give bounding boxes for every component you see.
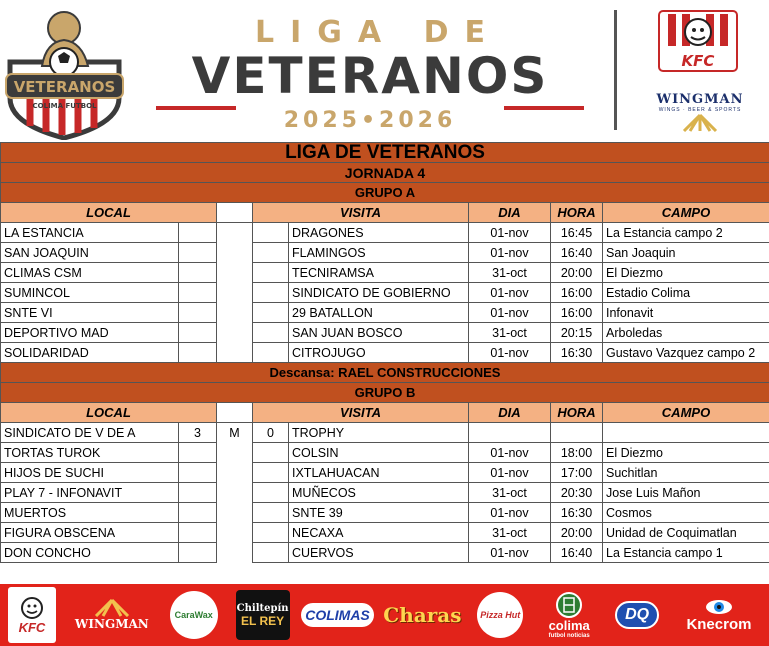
local-team-cell: SNTE VI [1, 303, 179, 323]
date-cell [469, 423, 551, 443]
field-cell: Cosmos [603, 503, 769, 523]
visit-goals-cell [253, 503, 289, 523]
table-row [1, 483, 769, 503]
eye-icon [704, 598, 734, 616]
local-goals-cell [179, 443, 217, 463]
jornada-label: JORNADA 4 [1, 163, 769, 183]
match-status-cell [217, 523, 253, 543]
match-status-cell [217, 343, 253, 363]
field-cell: Infonavit [603, 303, 769, 323]
visit-team-cell: DRAGONES [289, 223, 469, 243]
field-cell: El Diezmo [603, 443, 769, 463]
sponsor-carawax-text: CaraWax [170, 591, 218, 639]
local-goals-cell [179, 243, 217, 263]
sponsor-chiltepin-text: Chiltepín [236, 602, 289, 614]
sponsor-knecrom [677, 587, 761, 643]
soccer-field-icon [556, 592, 582, 618]
col-dia: DIA [469, 203, 551, 223]
page-header [0, 0, 769, 142]
veteranos-logo [2, 2, 127, 140]
time-cell: 16:45 [551, 223, 603, 243]
time-cell: 16:30 [551, 343, 603, 363]
visit-goals-cell [253, 543, 289, 563]
sponsor-wingman [72, 587, 152, 643]
date-cell: 31-oct [469, 323, 551, 343]
time-cell [551, 423, 603, 443]
visit-team-cell: TECNIRAMSA [289, 263, 469, 283]
visit-team-cell: 29 BATALLON [289, 303, 469, 323]
match-status-cell [217, 263, 253, 283]
sponsor-dq [613, 587, 661, 643]
match-status-cell [217, 283, 253, 303]
local-team-cell: SOLIDARIDAD [1, 343, 179, 363]
local-team-cell: DEPORTIVO MAD [1, 323, 179, 343]
match-status-cell [217, 303, 253, 323]
visit-team-cell: TROPHY [289, 423, 469, 443]
sponsor-kfc-text: KFC [18, 619, 46, 635]
field-cell: El Diezmo [603, 263, 769, 283]
match-status-cell [217, 543, 253, 563]
table-row [1, 343, 769, 363]
sponsor-chiltepin-sub: EL REY [241, 613, 285, 628]
kfc-colonel-icon [19, 596, 45, 620]
logo-subtitle: COLIMA FUTBOL [32, 102, 97, 110]
season-text: 2025•2026 [283, 108, 457, 133]
local-goals-cell [179, 543, 217, 563]
time-cell: 17:00 [551, 463, 603, 483]
local-goals-cell [179, 523, 217, 543]
field-cell: La Estancia campo 2 [603, 223, 769, 243]
local-goals-cell [179, 283, 217, 303]
local-team-cell: SINDICATO DE V DE A [1, 423, 179, 443]
local-goals-cell [179, 223, 217, 243]
local-goals-cell [179, 483, 217, 503]
field-cell: Suchitlan [603, 463, 769, 483]
local-team-cell: PLAY 7 - INFONAVIT [1, 483, 179, 503]
wingman-logo-sub: WINGS · BEER & SPORTS [658, 107, 742, 113]
time-cell: 16:00 [551, 283, 603, 303]
title-block [150, 8, 590, 133]
sponsor-colima [541, 587, 597, 643]
date-cell: 01-nov [469, 463, 551, 483]
col-local: LOCAL [1, 203, 217, 223]
table-row [1, 423, 769, 443]
visit-team-cell: CUERVOS [289, 543, 469, 563]
table-row [1, 243, 769, 263]
visit-goals-cell [253, 243, 289, 263]
visit-goals-cell [253, 343, 289, 363]
match-status-cell [217, 223, 253, 243]
local-team-cell: SUMINCOL [1, 283, 179, 303]
sponsor-charas-text: Charas [383, 603, 462, 627]
field-cell [603, 423, 769, 443]
col-local: LOCAL [1, 403, 217, 423]
local-team-cell: LA ESTANCIA [1, 223, 179, 243]
table-row [1, 283, 769, 303]
table-title: LIGA DE VETERANOS [1, 143, 769, 163]
local-team-cell: CLIMAS CSM [1, 263, 179, 283]
visit-goals-cell [253, 523, 289, 543]
table-row [1, 443, 769, 463]
table-row [1, 223, 769, 243]
visit-team-cell: CITROJUGO [289, 343, 469, 363]
field-cell: Gustavo Vazquez campo 2 [603, 343, 769, 363]
local-goals-cell [179, 503, 217, 523]
header-divider [614, 10, 617, 130]
local-goals-cell [179, 463, 217, 483]
sponsor-dq-text: DQ [615, 601, 659, 629]
table-row [1, 543, 769, 563]
date-cell: 01-nov [469, 503, 551, 523]
group-b-label: GRUPO B [1, 383, 769, 403]
match-status-cell [217, 323, 253, 343]
visit-goals-cell [253, 323, 289, 343]
time-cell: 16:30 [551, 503, 603, 523]
visit-goals-cell [253, 223, 289, 243]
season-row [150, 102, 590, 133]
visit-goals-cell [253, 483, 289, 503]
visit-team-cell: SNTE 39 [289, 503, 469, 523]
table-row [1, 303, 769, 323]
date-cell: 01-nov [469, 303, 551, 323]
local-goals-cell [179, 263, 217, 283]
wingman-wings-icon [678, 113, 722, 133]
title-row [1, 143, 769, 163]
col-spacer [217, 203, 253, 223]
local-goals-cell: 3 [179, 423, 217, 443]
visit-goals-cell [253, 263, 289, 283]
field-cell: Unidad de Coquimatlan [603, 523, 769, 543]
group-b-column-headers [1, 403, 769, 423]
veteranos-heading: VETERANOS [191, 47, 549, 105]
sponsor-colimas [306, 587, 370, 643]
field-cell: San Joaquin [603, 243, 769, 263]
group-a-label: GRUPO A [1, 183, 769, 203]
time-cell: 16:00 [551, 303, 603, 323]
local-goals-cell [179, 343, 217, 363]
visit-goals-cell [253, 303, 289, 323]
visit-team-cell: NECAXA [289, 523, 469, 543]
visit-goals-cell [253, 463, 289, 483]
field-cell: Jose Luis Mañon [603, 483, 769, 503]
match-status-cell: M [217, 423, 253, 443]
date-cell: 01-nov [469, 223, 551, 243]
local-team-cell: TORTAS TUROK [1, 443, 179, 463]
wingman-logo-text: WINGMAN [656, 92, 744, 107]
visit-team-cell: MUÑECOS [289, 483, 469, 503]
visit-team-cell: SAN JUAN BOSCO [289, 323, 469, 343]
time-cell: 16:40 [551, 243, 603, 263]
time-cell: 20:15 [551, 323, 603, 343]
table-row [1, 503, 769, 523]
date-cell: 31-oct [469, 483, 551, 503]
date-cell: 01-nov [469, 343, 551, 363]
col-visita: VISITA [253, 403, 469, 423]
local-team-cell: MUERTOS [1, 503, 179, 523]
time-cell: 20:00 [551, 523, 603, 543]
local-goals-cell [179, 303, 217, 323]
sponsor-bar [0, 584, 769, 646]
date-cell: 01-nov [469, 443, 551, 463]
descansa-label-row [1, 363, 769, 383]
field-cell: Arboledas [603, 323, 769, 343]
sponsor-charas [383, 587, 462, 643]
visit-goals-cell [253, 443, 289, 463]
season-line-left [156, 106, 236, 110]
time-cell: 20:30 [551, 483, 603, 503]
sponsor-kfc [8, 587, 56, 643]
local-team-cell: FIGURA OBSCENA [1, 523, 179, 543]
kfc-logo [658, 10, 738, 72]
table-row [1, 463, 769, 483]
sponsor-colimas-text: COLIMAS [301, 603, 374, 627]
liga-de-text: LIGA DE [255, 15, 501, 50]
col-hora: HORA [551, 203, 603, 223]
time-cell: 20:00 [551, 263, 603, 283]
col-campo: CAMPO [603, 403, 769, 423]
visit-goals-cell [253, 283, 289, 303]
local-team-cell: DON CONCHO [1, 543, 179, 563]
kfc-logo-text: KFC [681, 52, 715, 70]
sponsor-pizzahut-text: Pizza Hut [477, 592, 523, 638]
fixture-table [0, 142, 769, 563]
table-row [1, 323, 769, 343]
date-cell: 01-nov [469, 243, 551, 263]
col-dia: DIA [469, 403, 551, 423]
sponsor-knecrom-text: Knecrom [686, 615, 752, 633]
sponsor-colima-text: colima [548, 617, 590, 633]
time-cell: 16:40 [551, 543, 603, 563]
field-cell: Estadio Colima [603, 283, 769, 303]
logo-title: VETERANOS [13, 78, 116, 96]
match-status-cell [217, 483, 253, 503]
local-team-cell: SAN JOAQUIN [1, 243, 179, 263]
sponsor-wingman-text: WINGMAN [74, 617, 149, 631]
wingman-wings-icon [92, 599, 132, 617]
local-goals-cell [179, 323, 217, 343]
wingman-logo [650, 92, 750, 132]
match-status-cell [217, 243, 253, 263]
date-cell: 01-nov [469, 283, 551, 303]
jornada-row [1, 163, 769, 183]
match-status-cell [217, 503, 253, 523]
date-cell: 31-oct [469, 523, 551, 543]
col-hora: HORA [551, 403, 603, 423]
visit-goals-cell: 0 [253, 423, 289, 443]
table-row [1, 523, 769, 543]
date-cell: 31-oct [469, 263, 551, 283]
match-status-cell [217, 443, 253, 463]
descansa-label: Descansa: RAEL CONSTRUCCIONES [1, 363, 769, 383]
season-line-right [504, 106, 584, 110]
visit-team-cell: FLAMINGOS [289, 243, 469, 263]
local-team-cell: HIJOS DE SUCHI [1, 463, 179, 483]
group-b-label-row [1, 383, 769, 403]
visit-team-cell: SINDICATO DE GOBIERNO [289, 283, 469, 303]
sponsor-carawax [168, 587, 220, 643]
col-spacer [217, 403, 253, 423]
sponsor-colima-sub: futbol noticias [548, 632, 590, 639]
table-row [1, 263, 769, 283]
time-cell: 18:00 [551, 443, 603, 463]
group-a-row [1, 183, 769, 203]
match-status-cell [217, 463, 253, 483]
col-campo: CAMPO [603, 203, 769, 223]
visit-team-cell: COLSIN [289, 443, 469, 463]
col-visita: VISITA [253, 203, 469, 223]
sponsor-pizzahut [475, 587, 525, 643]
sponsor-chiltepin [236, 590, 290, 640]
date-cell: 01-nov [469, 543, 551, 563]
group-a-column-headers [1, 203, 769, 223]
visit-team-cell: IXTLAHUACAN [289, 463, 469, 483]
field-cell: La Estancia campo 1 [603, 543, 769, 563]
